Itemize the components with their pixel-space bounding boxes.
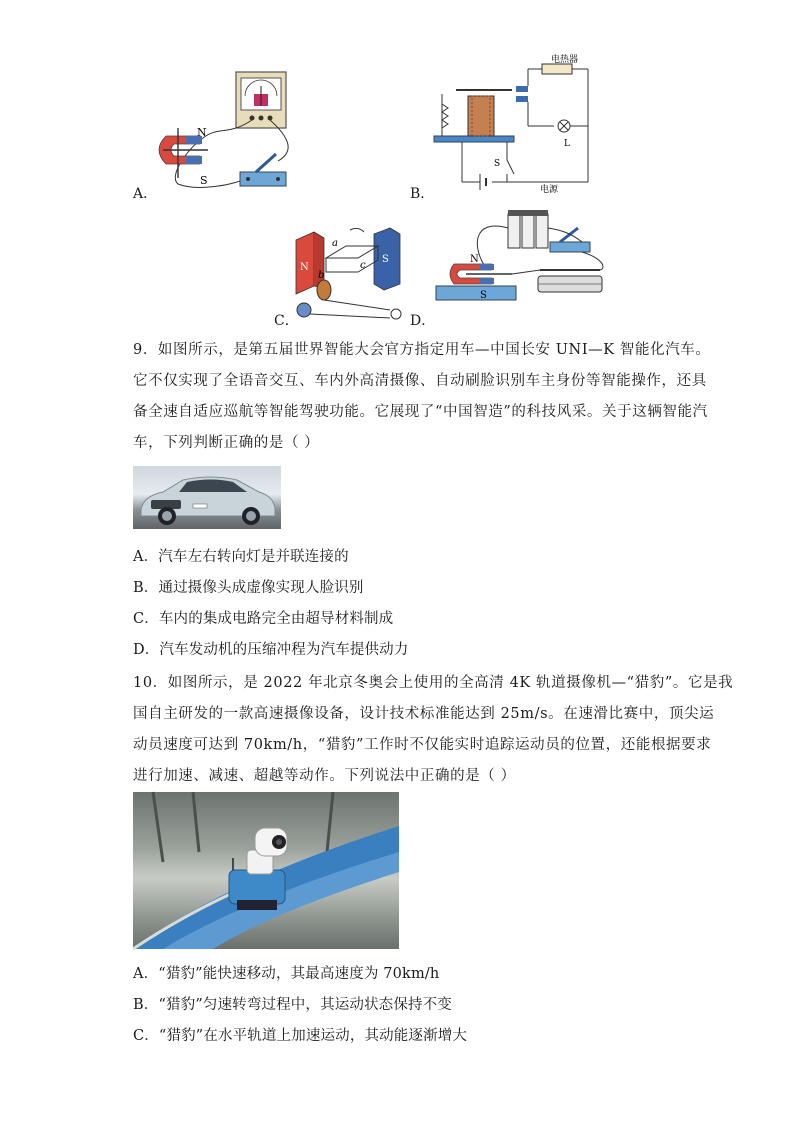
magnet-n-label: N	[197, 126, 207, 139]
suv-illustration	[133, 466, 281, 529]
question-10-option-b: B．“猎豹”匀速转弯过程中，其运动状态保持不变	[133, 997, 452, 1013]
figure-c-label: C．	[274, 313, 299, 329]
car-photo	[133, 466, 281, 529]
figure-a	[128, 66, 298, 196]
wire-a-label: a	[332, 238, 338, 249]
pole-s-label: S	[382, 254, 389, 265]
lamp-label: L	[564, 139, 570, 149]
question-10-line-3: 动员速度可达到 70km/h，“猎豹”工作时不仅能实时追踪运动员的位置，还能根据要求	[133, 737, 712, 753]
question-10-option-a: A．“猎豹”能快速移动，其最高速度为 70km/h	[133, 966, 440, 982]
switch-label: S	[494, 159, 501, 169]
question-9-option-d: D．汽车发动机的压缩冲程为汽车提供动力	[133, 642, 409, 658]
pole-n-label: N	[470, 254, 479, 265]
question-9-option-c: C．车内的集成电路完全由超导材料制成	[133, 611, 394, 627]
question-9-line-1: 9．如图所示，是第五届世界智能大会官方指定用车—中国长安 UNI—K 智能化汽车。	[133, 342, 711, 358]
wire-c-label: c	[360, 260, 366, 271]
question-10-line-1: 10．如图所示，是 2022 年北京冬奥会上使用的全高清 4K 轨道摄像机—“猎豹”。它是我	[133, 675, 734, 691]
question-10-line-2: 国自主研发的一款高速摄像设备，设计技术标准能达到 25m/s。在速滑比赛中，顶尖运	[133, 706, 715, 722]
power-source-label: 电源	[540, 185, 559, 195]
question-10-line-4: 进行加速、减速、超越等动作。下列说法中正确的是（ ）	[133, 768, 516, 784]
question-9-option-a: A．汽车左右转向灯是并联连接的	[133, 549, 349, 565]
figure-d	[432, 208, 612, 312]
generator-coil-diagram	[290, 222, 410, 326]
question-10-option-c: C．“猎豹”在水平轨道上加速运动，其动能逐渐增大	[133, 1028, 468, 1044]
pole-n-label: N	[300, 262, 309, 273]
question-9-line-2: 它不仅实现了全语音交互、车内外高清摄像、自动刷脸识别车主身份等智能操作，还具	[133, 373, 707, 389]
figure-b-label: B．	[410, 186, 435, 202]
rail-camera-illustration	[133, 792, 399, 949]
wire-b-label: b	[318, 270, 325, 281]
magnet-s-label: S	[200, 174, 208, 187]
heater-label: 电热器	[551, 55, 579, 65]
galvanometer-magnet-diagram	[128, 66, 298, 196]
figure-c	[290, 222, 410, 326]
figure-a-label: A．	[133, 186, 158, 202]
figure-b	[432, 55, 592, 195]
question-9-line-4: 车，下列判断正确的是（ ）	[133, 435, 320, 451]
question-9-line-3: 备全速自适应巡航等智能驾驶功能。它展现了“中国智造”的科技风采。关于这辆智能汽	[133, 404, 708, 420]
electromagnetic-relay-diagram	[432, 55, 592, 195]
motor-circuit-diagram	[432, 208, 612, 312]
figure-d-label: D．	[410, 313, 436, 329]
question-9-option-b: B．通过摄像头成虚像实现人脸识别	[133, 580, 364, 596]
pole-s-label: S	[480, 290, 487, 301]
rail-camera-photo	[133, 792, 399, 949]
